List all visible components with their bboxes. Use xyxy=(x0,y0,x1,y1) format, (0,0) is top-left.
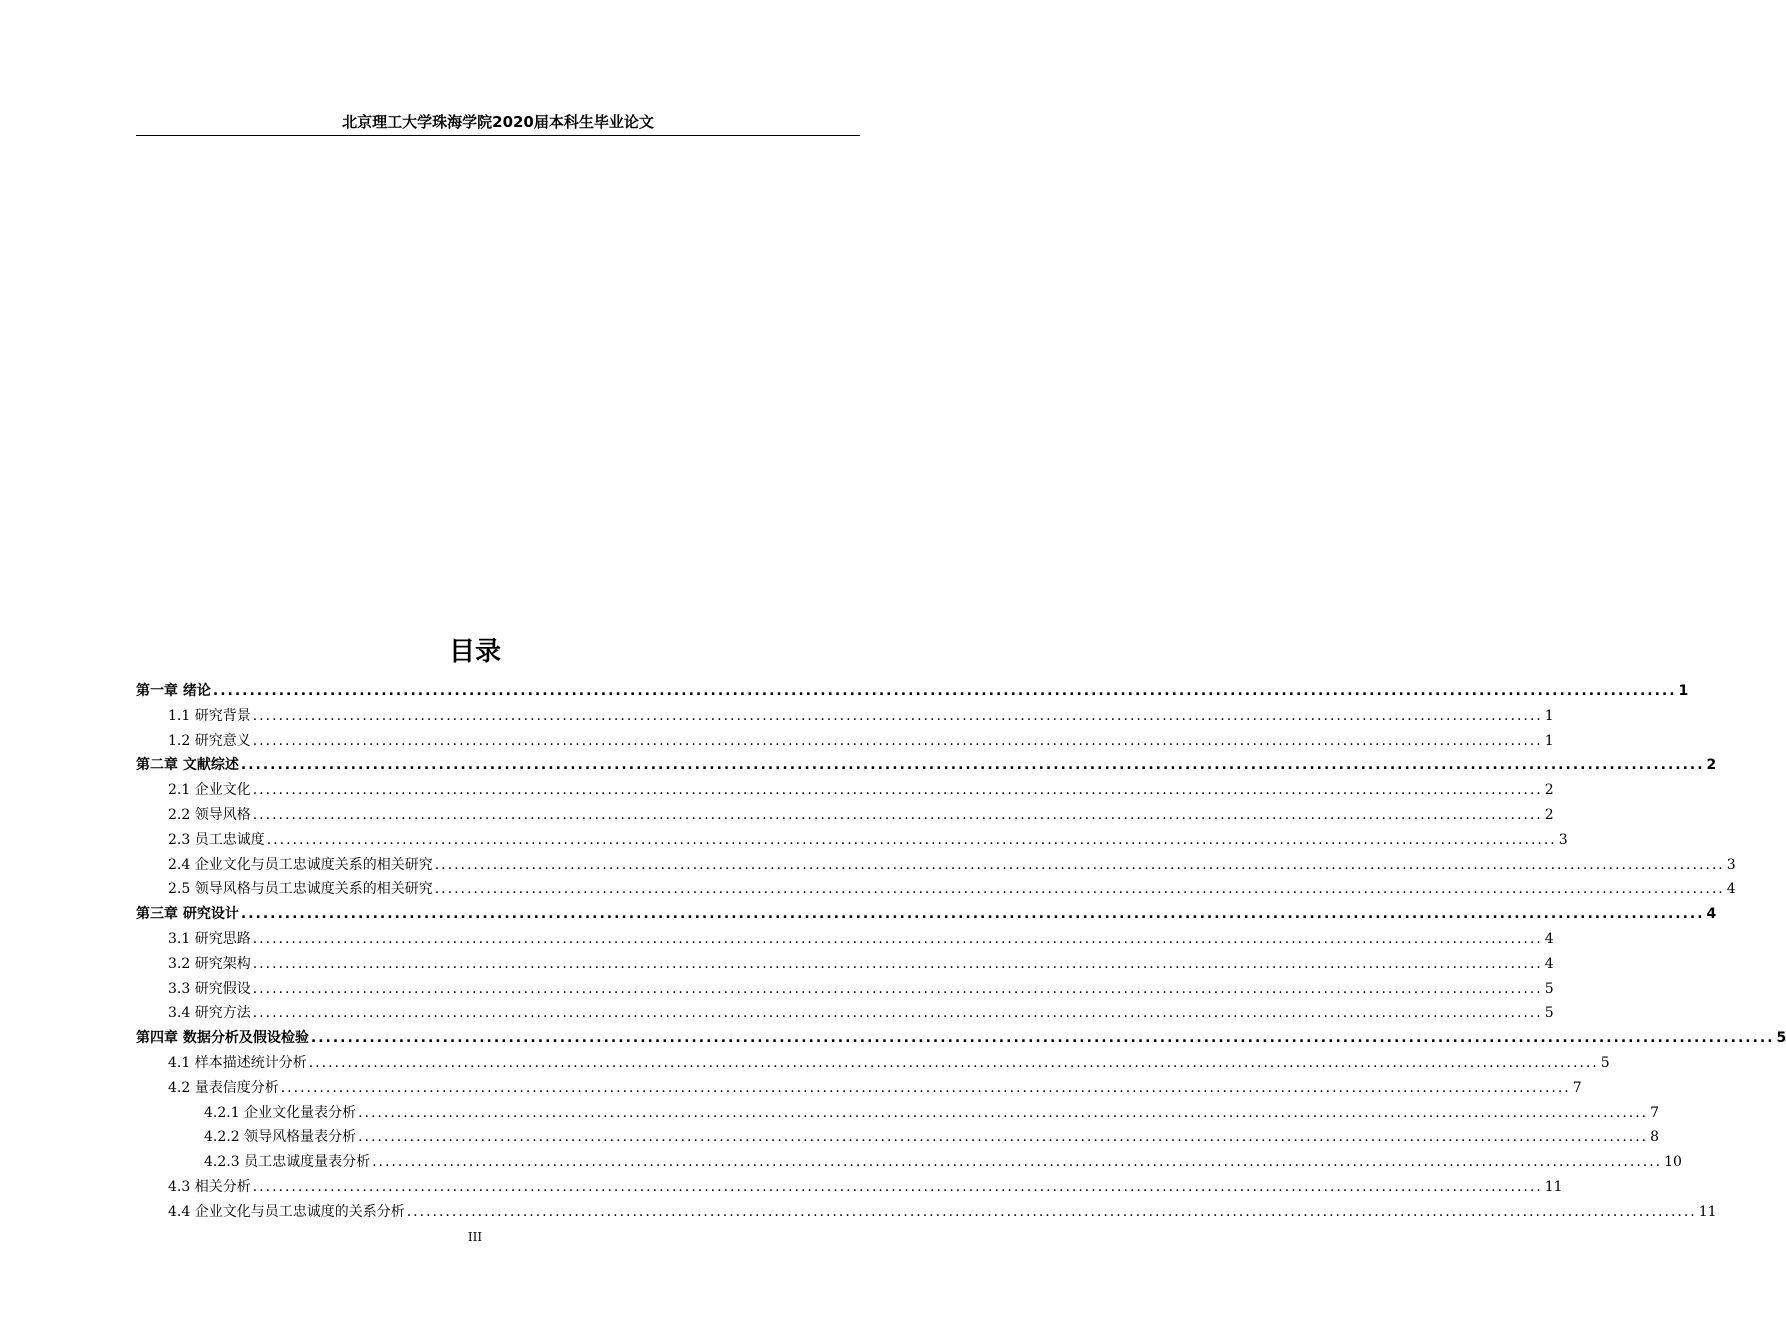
toc-leader-dots: ........................................................................................................................................................................................................ xyxy=(212,683,1677,699)
toc-entry-page: 4 xyxy=(1726,881,1736,898)
toc-entry-page: 11 xyxy=(1544,1178,1563,1195)
toc-entry-text: 3.4 研究方法 xyxy=(168,1005,251,1022)
toc-entry[interactable] xyxy=(136,927,1554,952)
toc-entry-page: 7 xyxy=(1650,1104,1660,1121)
toc-entry-text: 2.3 员工忠诚度 xyxy=(168,831,265,848)
toc-entry-text: 4.2.2 领导风格量表分析 xyxy=(204,1129,357,1146)
toc-entry-page: 5 xyxy=(1600,1054,1610,1071)
toc-entry-page: 8 xyxy=(1650,1129,1660,1146)
toc-entry[interactable] xyxy=(136,877,1736,902)
toc-leader-dots: ........................................................................................................................................................................................................ xyxy=(434,881,1725,898)
toc-entry[interactable] xyxy=(136,977,1554,1002)
toc-entry-page: 4 xyxy=(1706,906,1717,923)
toc-entry[interactable] xyxy=(136,853,1736,878)
toc-title: 目录 xyxy=(448,637,501,667)
toc-entry[interactable] xyxy=(136,1001,1554,1026)
toc-leader-dots: ........................................................................................................................................................................................................ xyxy=(240,906,1705,923)
toc-entry-page: 3 xyxy=(1726,856,1736,873)
toc-entry-page: 1 xyxy=(1678,683,1689,699)
toc-entry-page: 3 xyxy=(1558,831,1568,848)
toc-entry[interactable] xyxy=(136,1175,1563,1200)
toc-leader-dots: ........................................................................................................................................................................................................ xyxy=(252,707,1543,724)
toc-leader-dots: ........................................................................................................................................................................................................ xyxy=(252,955,1543,972)
toc-entry-page: 10 xyxy=(1664,1154,1682,1171)
toc-entry[interactable] xyxy=(136,1200,1717,1225)
header-title: 北京理工大学珠海学院2020届本科生毕业论文 xyxy=(342,113,654,131)
toc-entry[interactable] xyxy=(136,828,1568,853)
toc-entry-text: 2.4 企业文化与员工忠诚度关系的相关研究 xyxy=(168,856,433,873)
toc-leader-dots: ........................................................................................................................................................................................................ xyxy=(358,1104,1649,1121)
toc-entry[interactable] xyxy=(136,902,1717,927)
toc-entry-page: 4 xyxy=(1544,930,1554,947)
toc-entry[interactable] xyxy=(136,803,1554,828)
toc-leader-dots: ........................................................................................................................................................................................................ xyxy=(252,980,1543,997)
toc-entry-page: 1 xyxy=(1544,707,1554,724)
toc-entry-page: 1 xyxy=(1544,732,1554,749)
toc-entry-text: 第一章 绪论 xyxy=(136,683,211,699)
toc-leader-dots: ........................................................................................................................................................................................................ xyxy=(240,757,1705,774)
toc-entry-page: 2 xyxy=(1706,757,1717,774)
toc-entry-page: 2 xyxy=(1544,806,1554,823)
toc-entry[interactable] xyxy=(136,1076,1582,1101)
toc-leader-dots: ........................................................................................................................................................................................................ xyxy=(280,1079,1571,1096)
toc-entry-page: 5 xyxy=(1776,1030,1786,1047)
toc-leader-dots: ........................................................................................................................................................................................................ xyxy=(310,1030,1775,1047)
toc-entry[interactable] xyxy=(136,1150,1682,1175)
toc-leader-dots: ........................................................................................................................................................................................................ xyxy=(252,732,1543,749)
toc-entry[interactable] xyxy=(136,952,1554,977)
toc-entry-text: 2.2 领导风格 xyxy=(168,806,251,823)
toc-leader-dots: ........................................................................................................................................................................................................ xyxy=(358,1129,1649,1146)
toc-entry[interactable] xyxy=(136,1101,1660,1126)
toc-leader-dots: ........................................................................................................................................................................................................ xyxy=(252,1005,1543,1022)
page-number: III xyxy=(467,1230,483,1244)
page-header xyxy=(136,112,860,136)
toc-entry[interactable] xyxy=(136,704,1554,729)
toc-entry[interactable] xyxy=(136,679,1689,704)
toc-entry-page: 11 xyxy=(1698,1203,1717,1220)
toc-entry-text: 4.1 样本描述统计分析 xyxy=(168,1054,307,1071)
toc-leader-dots: ........................................................................................................................................................................................................ xyxy=(308,1054,1599,1071)
toc-entry-text: 第四章 数据分析及假设检验 xyxy=(136,1030,309,1047)
toc-entry-text: 4.4 企业文化与员工忠诚度的关系分析 xyxy=(168,1203,405,1220)
toc-entry-text: 2.5 领导风格与员工忠诚度关系的相关研究 xyxy=(168,881,433,898)
toc-entry-page: 2 xyxy=(1544,782,1554,799)
toc-entry[interactable] xyxy=(136,778,1554,803)
toc-entry-text: 4.2 量表信度分析 xyxy=(168,1079,279,1096)
toc-leader-dots: ........................................................................................................................................................................................................ xyxy=(406,1203,1697,1220)
toc-entry-text: 第二章 文献综述 xyxy=(136,757,239,774)
toc-entry-page: 4 xyxy=(1544,955,1554,972)
toc-entry-text: 3.3 研究假设 xyxy=(168,980,251,997)
toc-entry-text: 第三章 研究设计 xyxy=(136,906,239,923)
toc-entry[interactable] xyxy=(136,729,1554,754)
toc-entry[interactable] xyxy=(136,1026,1786,1051)
toc-entry-text: 4.3 相关分析 xyxy=(168,1178,251,1195)
toc-entry[interactable] xyxy=(136,1051,1610,1076)
toc-entry-text: 3.2 研究架构 xyxy=(168,955,251,972)
toc-leader-dots: ........................................................................................................................................................................................................ xyxy=(266,831,1557,848)
toc-entry-text: 1.1 研究背景 xyxy=(168,707,251,724)
toc-leader-dots: ........................................................................................................................................................................................................ xyxy=(252,782,1543,799)
toc-entry-text: 2.1 企业文化 xyxy=(168,782,251,799)
toc-leader-dots: ........................................................................................................................................................................................................ xyxy=(372,1154,1663,1171)
table-of-contents xyxy=(136,679,1786,1225)
toc-entry-text: 1.2 研究意义 xyxy=(168,732,251,749)
toc-leader-dots: ........................................................................................................................................................................................................ xyxy=(252,1178,1543,1195)
toc-entry-text: 4.2.1 企业文化量表分析 xyxy=(204,1104,357,1121)
toc-leader-dots: ........................................................................................................................................................................................................ xyxy=(434,856,1725,873)
toc-entry[interactable] xyxy=(136,753,1717,778)
toc-entry-text: 4.2.3 员工忠诚度量表分析 xyxy=(204,1154,371,1171)
toc-entry-text: 3.1 研究思路 xyxy=(168,930,251,947)
toc-entry[interactable] xyxy=(136,1125,1660,1150)
toc-entry-page: 5 xyxy=(1544,1005,1554,1022)
toc-entry-page: 7 xyxy=(1572,1079,1582,1096)
toc-leader-dots: ........................................................................................................................................................................................................ xyxy=(252,806,1543,823)
toc-leader-dots: ........................................................................................................................................................................................................ xyxy=(252,930,1543,947)
toc-entry-page: 5 xyxy=(1544,980,1554,997)
